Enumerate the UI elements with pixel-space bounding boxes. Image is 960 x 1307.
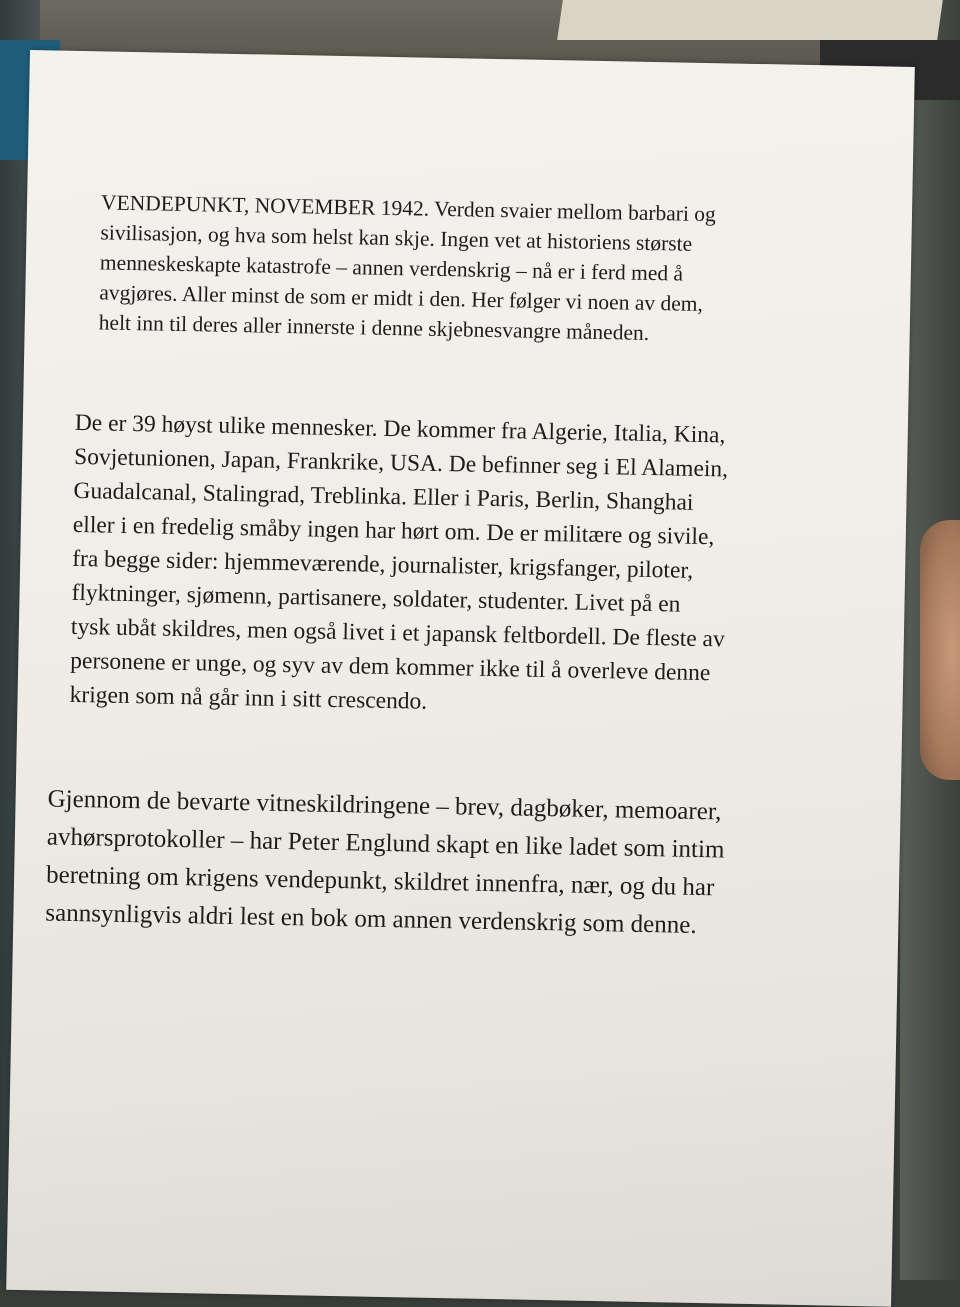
text-line: VENDEPUNKT, NOVEMBER 1942. Verden svaier mellom barbari og [100,190,717,227]
background-book [557,0,943,40]
text-line: eller i en fredelig småby ingen har hørt om. De er militære og sivile, [72,511,715,551]
text-line: personene er unge, og syv av dem kommer ikke til å overleve denne [70,647,711,687]
hand [920,520,960,780]
text-line: Guadalcanal, Stalingrad, Treblinka. Eller i Paris, Berlin, Shanghai [73,477,694,516]
text-line: sannsynligvis aldri lest en bok om annen verdenskrig som denne. [45,899,697,939]
back-cover-page [6,50,915,1307]
text-line: tysk ubåt skildres, men også livet i et japansk feltbordell. De fleste av [70,613,725,653]
text-line: krigen som nå går inn i sitt crescendo. [69,681,428,715]
paragraph-summary [45,780,858,948]
text-line: fra begge sider: hjemmeværende, journalister, krigsfanger, piloter, [71,545,694,584]
text-line: avhørsprotokoller – har Peter Englund skapt en like ladet som intim [46,823,725,864]
paragraph-intro [98,187,841,351]
text-line: sivilisasjon, og hva som helst kan skje. Ingen vet at historiens største [100,220,693,256]
text-line: menneskeskapte katastrofe – annen verdenskrig – nå er i ferd med å [99,250,684,286]
text-line: flyktninger, sjømenn, partisanere, soldater, studenter. Livet på en [71,579,681,618]
text-line: Gjennom de bevarte vitneskildringene – brev, dagbøker, memoarer, [47,785,722,826]
text-line: helt inn til deres aller innerste i denne skjebnesvangre måneden. [98,310,650,345]
text-line: avgjøres. Aller minst de som er midt i den. Her følger vi noen av dem, [99,280,704,316]
text-line: Sovjetunionen, Japan, Frankrike, USA. De befinner seg i El Alamein, [73,443,729,483]
text-line: De er 39 høyst ulike mennesker. De kommer fra Algerie, Italia, Kina, [74,409,726,449]
paragraph-people [69,406,855,727]
text-line: beretning om krigens vendepunkt, skildret innenfra, nær, og du har [45,861,715,902]
